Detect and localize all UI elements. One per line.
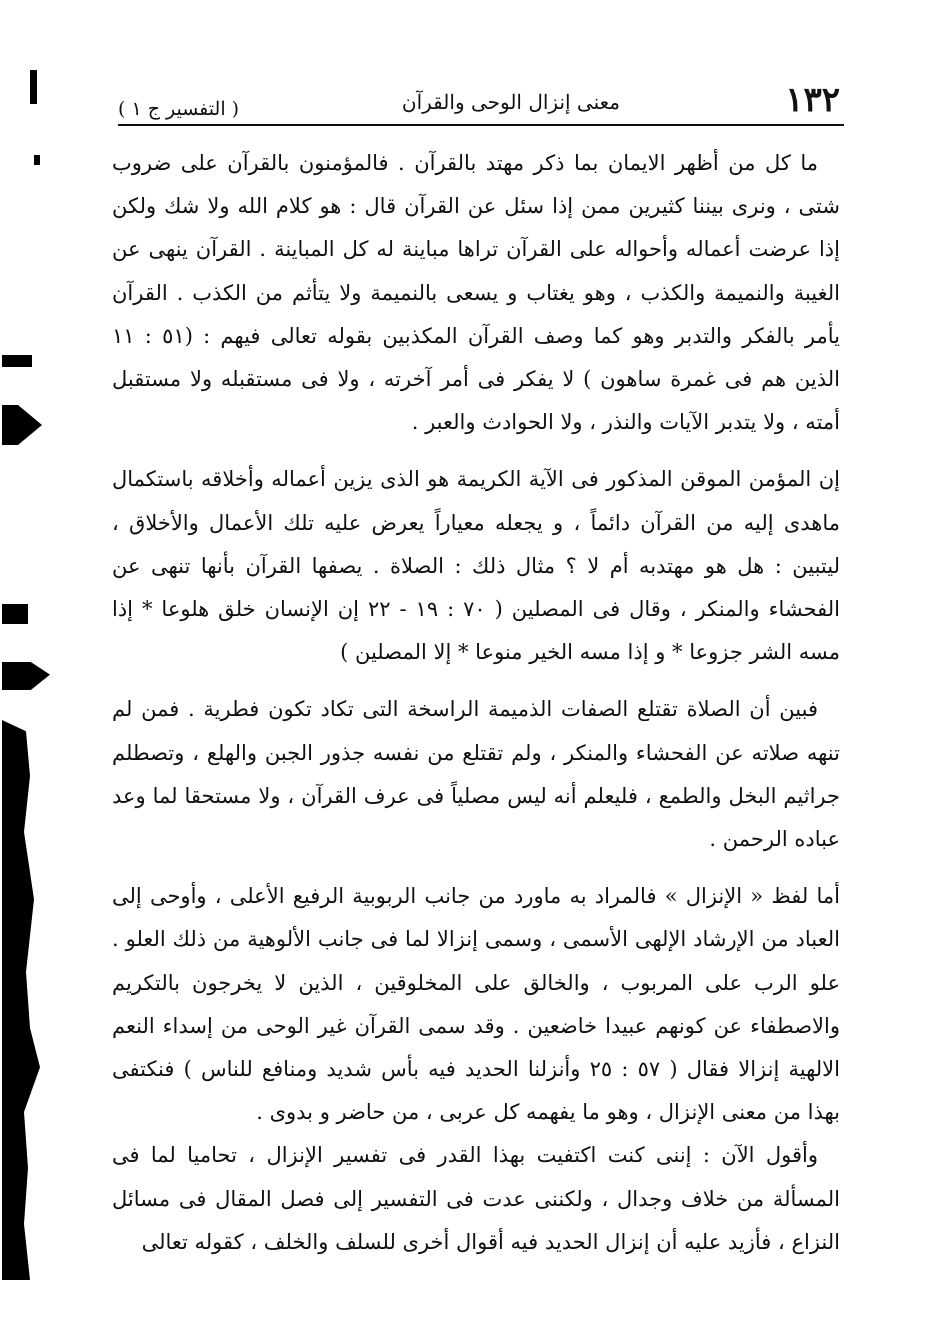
paragraph: فبين أن الصلاة تقتلع الصفات الذميمة الراسخة التى تكاد تكون فطرية . فمن لم تنهه صلاته عن الفحشاء والمنكر ، ولم تقتلع من نفسه جذور الجبن والهلع ، وتصطلم جراثيم البخل والطمع ، فليعلم أنه ليس مصلياً فى عرف القرآن ، ولا مستحقا لما وعد عباده الرحمن . xyxy=(112,697,840,852)
paragraph: أما لفظ « الإنزال » فالمراد به ماورد من جانب الربوبية الرفيع الأعلى ، وأوحى إلى العباد من الإرشاد الإلهى الأسمى ، وسمى إنزالا لما فى جانب الألوهية من ذلك العلو . علو الرب على المربوب ، والخالق على المخلوقين ، الذين لا يخرجون بالتكريم والاصطفاء عن كونهم عبيدا خاضعين . وقد سمى القرآن غير الوحى من إسداء النعم الالهية إنزالا فقال ( ٥٧ : ٢٥ وأنزلنا الحديد فيه بأس شديد ومنافع للناس ) فنكتفى بهذا من معنى الإنزال ، وهو ما يفهمه كل عربى ، من حاضر و بدوى . xyxy=(112,884,840,1125)
page-header xyxy=(118,78,840,120)
body-text xyxy=(112,142,840,1264)
book-title: ( التفسير ج ١ ) xyxy=(118,98,240,120)
scan-edge-mark xyxy=(30,70,37,104)
scan-edge-mark xyxy=(2,405,42,445)
running-title: معنى إنزال الوحى والقرآن xyxy=(401,90,620,114)
scan-edge-mark xyxy=(34,155,40,165)
paragraph: إن المؤمن الموقن المذكور فى الآية الكريمة هو الذى يزين أعماله وأخلاقه باستكمال ماهدى إليه من القرآن دائماً ، و يجعله معياراً يعرض عليه تلك الأعمال والأخلاق ، ليتبين : هل هو مهتدبه أم لا ؟ مثال ذلك : الصلاة . يصفها القرآن بأنها تنهى عن الفحشاء والمنكر ، وقال فى المصلين ( ٧٠ : ١٩ - ٢٢ إن الإنسان خلق هلوعا * إذا مسه الشر جزوعا * و إذا مسه الخير منوعا * إلا المصلين ) xyxy=(112,467,840,665)
scan-edge-mark xyxy=(2,720,42,1280)
scan-edge-mark xyxy=(2,604,28,624)
scan-edge-mark xyxy=(2,662,50,690)
paragraph: ما كل من أظهر الايمان بما ذكر مهتد بالقرآن . فالمؤمنون بالقرآن على ضروب شتى ، ونرى بيننا كثيرين ممن إذا سئل عن القرآن قال : هو كلام الله ولا شك ولكن إذا عرضت أعماله وأحواله على القرآن تراها مباينة له كل المباينة . القرآن ينهى عن الغيبة والنميمة والكذب ، وهو يغتاب و يسعى بالنميمة ولا يتأثم من الكذب . القرآن يأمر بالفكر والتدبر وهو كما وصف القرآن المكذبين بقوله تعالى فيهم : (٥١ : ١١ الذين هم فى غمرة ساهون ) لا يفكر فى أمر آخرته ، ولا فى مستقبله ولا مستقبل أمته ، ولا يتدبر الآيات والنذر ، ولا الحوادث والعبر . xyxy=(112,151,840,435)
header-rule xyxy=(118,124,844,126)
paragraph: وأقول الآن : إننى كنت اكتفيت بهذا القدر فى تفسير الإنزال ، تحاميا لما فى المسألة من خلاف وجدال ، ولكننى عدت فى التفسير إلى فصل المقال فى مسائل النزاع ، فأزيد عليه أن إنزال الحديد فيه أقوال أخرى للسلف والخلف ، كقوله تعالى xyxy=(112,1143,840,1254)
page-number: ١٣٢ xyxy=(785,80,840,120)
scan-edge-mark xyxy=(2,355,32,367)
